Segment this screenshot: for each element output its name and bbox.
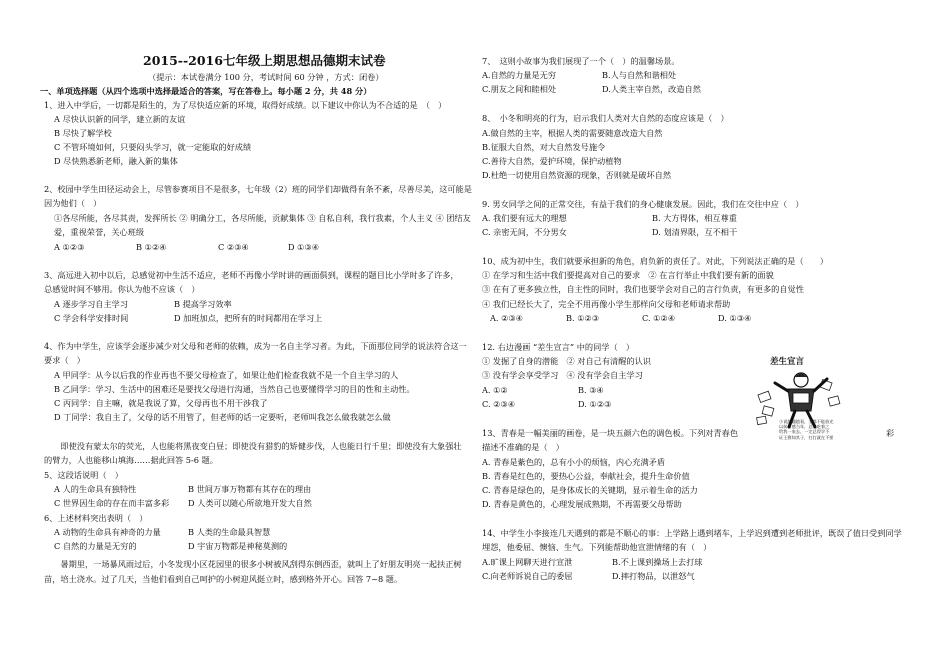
option-c: C 不管环境如何，只要闷头学习，就一定能取的好成绩 <box>54 142 252 152</box>
passage-line: 苗，培土浇水。过了几天，当他们看到自己呵护的小树迎风挺立时，感到格外开心。回答 7~8 题。 <box>44 574 403 584</box>
option-a: A 动物的生命具有神奇的力量 <box>54 527 161 537</box>
option-d: D 人类可以随心所欲地开发大自然 <box>188 498 312 508</box>
question-stem: 9. 男女同学之间的正常交往，有益于我们的身心健康发展。因此，我们在交往中应（ ） <box>482 199 804 209</box>
option-d: D ①③④ <box>288 242 320 252</box>
option-b: B ①②④ <box>136 242 167 252</box>
option-b: B 人类的生命最具智慧 <box>188 527 271 537</box>
cartoon-title: 差生宣言 <box>770 357 805 367</box>
option-a: A. 我们要有远大的理想 <box>482 213 567 223</box>
option-d: D.人类主宰自然，改造自然 <box>602 84 701 94</box>
option-c: C. ①②④ <box>642 313 676 323</box>
question-stem: 6、上述材料突出表明（ ） <box>44 513 148 523</box>
option-a: A ①②③ <box>54 242 85 252</box>
question-statement: ① 在学习和生活中我们要提高对自己的要求 ② 在言行举止中我们要有新的面貌 <box>482 270 774 280</box>
question-stem-cont: 要求（ ） <box>44 355 85 365</box>
cartoon-caption <box>779 419 833 440</box>
option-d: D. ①②③ <box>578 399 612 409</box>
option-c: C.朋友之间和睦相处 <box>482 84 557 94</box>
option-a: A 逐步学习自主学习 <box>54 299 129 309</box>
cartoon-caption-line: 证王赛知其子，打打就在不要 <box>779 434 834 440</box>
cartoon-caption-line: 以前曾感当年，总是吃着之 <box>779 424 830 430</box>
section-heading: 一、单项选择题（从四个选项中选择最适合的答案，写在答卷上。每小题 2 分，共 48 分） <box>40 86 372 96</box>
option-a: A.做自然的主宰，根据人类的需要随意改造大自然 <box>482 128 663 138</box>
option-b: B 尽快了解学校 <box>54 128 112 138</box>
question-stem: 14、中学生小李接连几天遇到的都是不顺心的事：上学路上遇到堵车，上学迟到遭到老师批评，既误了值日受到同学 <box>482 528 902 538</box>
option-d: D. ①③④ <box>718 313 752 323</box>
cartoon-illustration <box>755 357 851 457</box>
question-statements-cont: 爱，重视荣誉，关心班级 <box>54 227 145 237</box>
option-c: C ②③④ <box>218 242 249 252</box>
option-b: B.征服大自然，对大自然发号施令 <box>482 142 606 152</box>
question-stem-cont: 因为他们（ ） <box>44 198 102 208</box>
question-stem: 1、进入中学后，一切都是陌生的，为了尽快适应新的环境，取得好成绩。以下建议中你认为不合适的是 （ ） <box>44 100 447 110</box>
cartoon-caption-line: 小说越翻越看，全都不能放光 <box>779 419 834 424</box>
question-stem: 10、成为初中生，我们就要承担新的角色，肩负新的责任了。对此，下列说法正确的是（ ） <box>482 256 829 266</box>
option-c: C. ②③④ <box>482 399 516 409</box>
option-d: D 加班加点，把所有的时间都用在学习上 <box>174 313 323 323</box>
option-a: A.自然的力量是无穷 <box>482 70 557 80</box>
question-stem: 2、校园中学生田径运动会上，尽管参赛项目不是很多，七年级（2）班的同学们却做得有条不紊，尽善尽美，这可能是 <box>44 184 472 194</box>
option-c: C. 青春是绿色的，是身体成长的关键期，显示着生命的活力 <box>482 485 698 495</box>
passage-line: 即使没有蒙太尔的荧光，人也能将黑夜变白昼；即使没有猎豹的矫健步伐，人也能日行千里；即使没有大象强壮 <box>44 441 462 451</box>
option-c: C 自然的力量是无穷的 <box>54 541 137 551</box>
cartoon-caption-line: 给我一家去，一定总得学不 <box>779 429 830 435</box>
question-stem-cont: 描述不准确的是（ ） <box>482 442 564 452</box>
option-a: A. ①② <box>482 385 508 395</box>
question-stem: 3、高远进入初中以后，总感觉初中生活不适应，老师不再像小学时讲的画面俱到，课程的题目比小学时多了许多， <box>44 270 459 280</box>
option-a: A.旷课上网聊天进行宣泄 <box>482 557 573 567</box>
option-c: C 丙同学：自主嘛，就是我说了算，父母再也不用干涉我了 <box>54 398 268 408</box>
option-a: A 尽快认识新的同学，建立新的友谊 <box>54 114 186 124</box>
question-stem: 7、 这则小故事为我们展现了一个（ ）的温馨场景。 <box>482 56 680 66</box>
option-a: A 人的生命具有独特性 <box>54 484 137 494</box>
option-d: D. 青春是黄色的，心理发展成熟期，不再需要父母帮助 <box>482 499 682 509</box>
option-d: D 宇宙万物都是神秘莫测的 <box>188 541 288 551</box>
option-b: B.人与自然和谐相处 <box>602 70 677 80</box>
passage-line: 暑期里，一场暴风雨过后，小冬发现小区花园里的很多小树被风刮得东倒西歪，就叫上了好朋友明亮一起扶正树 <box>44 559 462 569</box>
option-d: D 尽快熟悉新老师，融入新的集体 <box>54 156 178 166</box>
option-b: B 提高学习效率 <box>174 299 232 309</box>
option-c: C. 亲密无间，不分男女 <box>482 227 567 237</box>
option-c: C 世界因生命的存在而丰富多彩 <box>54 498 170 508</box>
option-b: B. 青春是红色的，要热心公益，奉献社会，提升生命价值 <box>482 471 690 481</box>
option-b: B. ③④ <box>578 385 604 395</box>
question-statement: ③ 在有了更多独立性，自主性的同时，我们也要学会对自己的言行负责，有更多的自觉性 <box>482 284 804 294</box>
option-d: D.摔打物品，以泄怒气 <box>612 571 695 581</box>
option-d: D. 划清界限，互不相干 <box>652 227 738 237</box>
option-b: B 世间万事万物都有其存在的理由 <box>188 484 312 494</box>
option-a: A. ②③④ <box>490 313 524 323</box>
question-statements: ①各尽所能，各尽其责，发挥所长 ② 明确分工，各尽所能，贡献集体 ③ 自私自利，我行我素，个人主义 ④ 团结友 <box>54 213 471 223</box>
option-b: B.不上课到操场上去打球 <box>612 557 703 567</box>
option-b: B. 大方得体，相互尊重 <box>652 213 737 223</box>
option-c: C.善待大自然，爱护环境，保护动植物 <box>482 156 622 166</box>
option-c: C 学会科学安排时间 <box>54 313 129 323</box>
option-b: B. ①②③ <box>566 313 600 323</box>
question-stem: 4、作为中学生，应该学会逐步减少对父母和老师的依赖，成为一名自主学习者。为此，下面那位同学的说法符合这一 <box>44 341 467 351</box>
option-d: D.杜绝一切使用自然资源的现象，否则就是破坏自然 <box>482 170 672 180</box>
option-a: A. 青春是紫色的，总有小小的烦恼，内心充满矛盾 <box>482 457 666 467</box>
question-statement: ④ 我们已经长大了，完全不用再像小学生那样向父母和老师请求帮助 <box>482 299 731 309</box>
question-stem-cont: 总感觉时间不够用。你认为他不应该（ ） <box>44 284 200 294</box>
option-c: C.向老师诉说自己的委屈 <box>482 571 573 581</box>
passage-line: 的臂力，人也能移山填海……据此回答 5-6 题。 <box>44 455 218 465</box>
question-stem-cont: 埋怨，他委屈、懊恼、生气。下列能帮助他宣泄情绪的有（ ） <box>482 542 712 552</box>
question-stem: 13、青春是一幅美丽的画卷，是一块五颜六色的调色板。下列对青春色 <box>482 428 739 438</box>
question-stem: 12. 右边漫画 “差生宣言” 中的同学（ ） <box>482 342 635 352</box>
page-subtitle: （提示：本试卷满分 100 分，考试时间 60 分钟 ，方式：闭卷） <box>148 72 384 82</box>
question-stem: 5、这段话说明（ ） <box>44 470 123 480</box>
question-statement: ① 发掘了自身的潜能 ② 对自己有清醒的认识 <box>482 356 651 366</box>
question-stem: 8、 小冬和明亮的行为，启示我们人类对大自然的态度应该是（ ） <box>482 113 729 123</box>
page-title: 2015--2016七年级上期思想品德期末试卷 <box>143 53 386 68</box>
option-b: B 乙同学：学习、生活中的困难还是要找父母进行沟通，当然自己也要懂得学习的目的性和主动性。 <box>54 384 415 394</box>
option-a: A 甲同学：从今以后我的作业再也不要父母检查了，如果让他们检查我就不是一个自主学习的人 <box>54 370 399 380</box>
option-d: D 丁同学：我自主了，父母的话不用管了，但老师的话一定要听，老师叫我怎么做我就怎么做 <box>54 412 391 422</box>
question-statement: ③ 没有学会享受学习 ④ 没有学会自主学习 <box>482 370 643 380</box>
question-stem-end: 彩 <box>886 428 895 438</box>
